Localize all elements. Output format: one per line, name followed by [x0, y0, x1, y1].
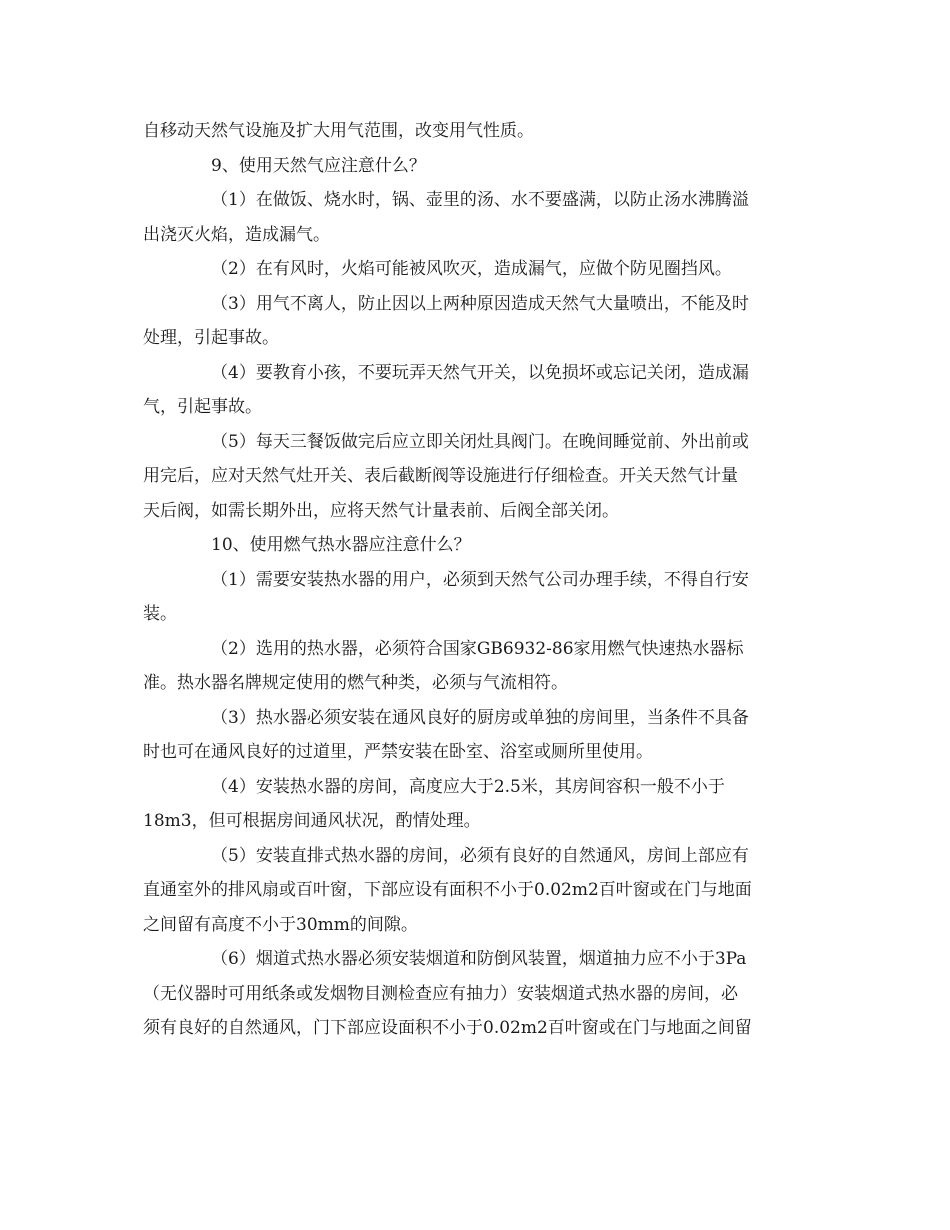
heading-question-9 [143, 149, 808, 184]
paragraph-item-2 [143, 252, 808, 287]
text-line: （3）热水器必须安装在通风良好的厨房或单独的房间里，当条件不具备 [211, 707, 749, 728]
text-line: （5）每天三餐饭做完后应立即关闭灶具阀门。在晚间睡觉前、外出前或 [211, 431, 749, 452]
paragraph-item-4 [143, 356, 808, 425]
text-line: （3）用气不离人，防止因以上两种原因造成天然气大量喷出，不能及时 [211, 293, 749, 314]
text-line: 直通室外的排风扇或百叶窗，下部应设有面积不小于0.02m2百叶窗或在门与地面 [143, 880, 752, 900]
text-line: 须有良好的自然通风，门下部应设面积不小于0.02m2百叶窗或在门与地面之间留 [143, 1018, 752, 1038]
paragraph-item-3 [143, 287, 808, 356]
paragraph-continuation [143, 114, 808, 149]
text-line: 时也可在通风良好的过道里，严禁安装在卧室、浴室或厕所里使用。 [143, 742, 653, 762]
text-line: 气，引起事故。 [143, 397, 262, 417]
paragraph-heater-item-5 [143, 839, 808, 943]
text-line: 装。 [143, 604, 177, 624]
heading-question-10 [143, 528, 808, 563]
document-body [143, 114, 808, 1046]
text-line: 准。热水器名牌规定使用的燃气种类，必须与气流相符。 [143, 673, 568, 693]
text-line: 出浇灭火焰，造成漏气。 [143, 224, 330, 245]
paragraph-heater-item-1 [143, 563, 808, 632]
text-line: 自移动天然气设施及扩大用气范围，改变用气性质。 [143, 121, 534, 141]
text-line: 天后阀，如需长期外出，应将天然气计量表前、后阀全部关闭。 [143, 500, 619, 521]
text-line: 18m3，但可根据房间通风状况，酌情处理。 [143, 811, 481, 831]
paragraph-heater-item-2 [143, 632, 808, 701]
text-line: 处理，引起事故。 [143, 328, 279, 348]
text-line: 10、使用燃气热水器应注意什么？ [211, 535, 471, 555]
text-line: （2）选用的热水器，必须符合国家GB6932-86家用燃气快速热水器标 [211, 638, 744, 659]
text-line: （无仪器时可用纸条或发烟物目测检查应有抽力）安装烟道式热水器的房间，必 [143, 983, 738, 1004]
paragraph-heater-item-3 [143, 701, 808, 770]
text-line: 用完后，应对天然气灶开关、表后截断阀等设施进行仔细检查。开关天然气计量 [143, 466, 738, 486]
text-line: （5）安装直排式热水器的房间，必须有良好的自然通风，房间上部应有 [211, 845, 749, 866]
paragraph-item-1 [143, 183, 808, 252]
text-line: （2）在有风时，火焰可能被风吹灭，造成漏气，应做个防见圈挡风。 [211, 259, 732, 279]
paragraph-item-5 [143, 425, 808, 529]
text-line: （6）烟道式热水器必须安装烟道和防倒风装置，烟道抽力应不小于3Pa [211, 949, 747, 969]
text-line: （4）安装热水器的房间，高度应大于2.5米，其房间容积一般不小于 [211, 776, 725, 797]
text-line: （1）在做饭、烧水时，锅、壶里的汤、水不要盛满，以防止汤水沸腾溢 [211, 190, 749, 210]
paragraph-heater-item-6 [143, 942, 808, 1046]
text-line: （4）要教育小孩，不要玩弄天然气开关，以免损坏或忘记关闭，造成漏 [211, 362, 749, 383]
text-line: （1）需要安装热水器的用户，必须到天然气公司办理手续，不得自行安 [211, 569, 749, 590]
text-line: 9、使用天然气应注意什么？ [211, 155, 426, 176]
paragraph-heater-item-4 [143, 770, 808, 839]
text-line: 之间留有高度不小于30mm的间隙。 [143, 914, 418, 935]
